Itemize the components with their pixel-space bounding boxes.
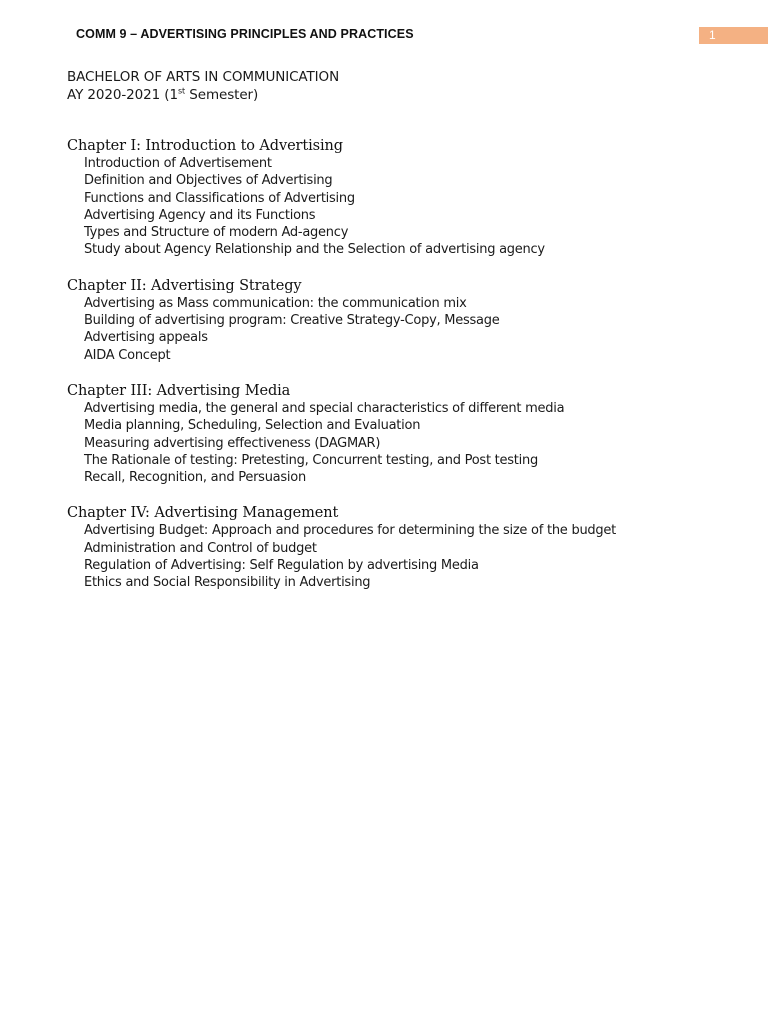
chapter-title: Chapter I: Introduction to Advertising (67, 138, 343, 154)
topic-item: Advertising Agency and its Functions (84, 207, 316, 223)
topic-item: Recall, Recognition, and Persuasion (84, 470, 306, 486)
topic-item: Types and Structure of modern Ad-agency (84, 225, 349, 241)
topic-item: Advertising Budget: Approach and procedures for determining the size of the budget (84, 523, 617, 539)
chapter-title: Chapter III: Advertising Media (67, 382, 291, 399)
chapter-title: Chapter II: Advertising Strategy (67, 277, 302, 294)
page-number-badge: 1 (699, 27, 768, 44)
topic-item: Ethics and Social Responsibility in Advertising (84, 575, 371, 591)
academic-year (67, 86, 757, 104)
topic-item: Functions and Classifications of Advertising (84, 190, 355, 206)
chapter-title: Chapter IV: Advertising Management (67, 505, 339, 522)
topic-item: Advertising appeals (84, 330, 208, 346)
topic-item: Definition and Objectives of Advertising (84, 173, 333, 189)
topic-item: Study about Agency Relationship and the Selection of advertising agency (84, 242, 545, 258)
academic-year-suffix: Semester) (185, 87, 259, 103)
course-header: COMM 9 – ADVERTISING PRINCIPLES AND PRACTICES (76, 27, 414, 41)
topic-list (67, 295, 757, 364)
program-title: BACHELOR OF ARTS IN COMMUNICATION (67, 69, 340, 85)
topic-item: AIDA Concept (84, 347, 171, 363)
topic-item: Introduction of Advertisement (84, 156, 272, 171)
chapter-2 (67, 277, 757, 364)
topic-item: Measuring advertising effectiveness (DAGMAR) (84, 435, 381, 451)
chapter-4 (67, 504, 757, 591)
document-body (67, 68, 757, 592)
topic-item: Media planning, Scheduling, Selection and Evaluation (84, 418, 421, 434)
topic-list (67, 522, 757, 591)
academic-year-prefix: AY 2020-2021 (1 (67, 87, 178, 103)
chapter-1 (67, 137, 757, 259)
topic-item: Administration and Control of budget (84, 540, 317, 556)
chapter-3 (67, 382, 757, 486)
topic-item: Regulation of Advertising: Self Regulation by advertising Media (84, 558, 479, 574)
topic-item: Advertising as Mass communication: the communication mix (84, 295, 467, 311)
topic-list (67, 400, 757, 486)
academic-year-superscript: st (177, 86, 186, 96)
topic-item: The Rationale of testing: Pretesting, Concurrent testing, and Post testing (84, 452, 539, 468)
topic-list (67, 155, 757, 259)
topic-item: Advertising media, the general and special characteristics of different media (84, 400, 565, 416)
topic-item: Building of advertising program: Creative Strategy-Copy, Message (84, 313, 500, 329)
